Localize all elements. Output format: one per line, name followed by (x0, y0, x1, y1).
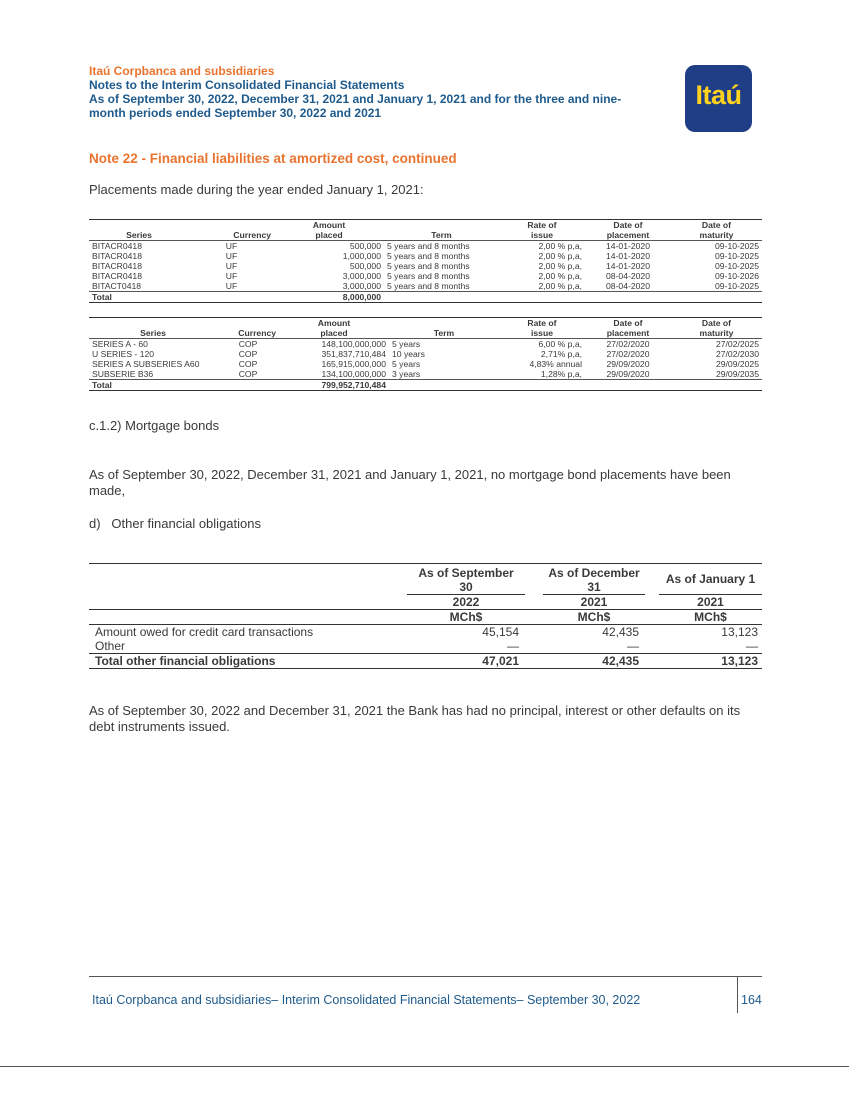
cell-placement: 14-01-2020 (606, 241, 650, 251)
cell-amount: 134,100,000,000 (321, 369, 386, 379)
cell-currency: UF (225, 251, 238, 261)
table-row (89, 261, 762, 271)
cell-rate: 6,00 % p,a, (538, 339, 582, 349)
total-label: Total (89, 380, 217, 391)
cell-series: U SERIES - 120 (92, 349, 155, 359)
cell-placement: 14-01-2020 (606, 261, 650, 271)
total-label: Total (89, 292, 189, 303)
cell-series: BITACR0418 (92, 261, 142, 271)
placements-uf-table (89, 219, 762, 303)
row-value-2: — (627, 639, 639, 653)
col-jan-2021: As of January 1 (659, 564, 762, 595)
itau-logo (685, 65, 752, 132)
placements-cop-table (89, 317, 762, 391)
cell-amount: 1,000,000 (342, 251, 381, 261)
unit-row (89, 610, 762, 625)
cell-series: BITACR0418 (92, 271, 142, 281)
cell-placement: 08-04-2020 (606, 271, 650, 281)
unit-2: MCh$ (577, 610, 611, 624)
period-line-1: As of September 30, 2022, December 31, 2021 and January 1, 2021 and for the three and nine- (89, 92, 622, 106)
col-amount: Amount placed (274, 220, 384, 241)
cell-term: 10 years (392, 349, 425, 359)
other-obligations-heading: d) Other financial obligations (89, 516, 261, 531)
col-amount: Amount placed (279, 318, 389, 339)
cell-term: 5 years and 8 months (387, 251, 470, 261)
cell-rate: 4,83% annual (529, 359, 582, 369)
page-number: 164 (741, 993, 762, 1007)
cell-series: SERIES A SUBSERIES A60 (92, 359, 200, 369)
unit-1: MCh$ (449, 610, 483, 624)
cell-amount: 3,000,000 (342, 271, 381, 281)
cell-term: 5 years and 8 months (387, 261, 470, 271)
col-series: Series (89, 318, 217, 339)
cell-series: BITACR0418 (92, 251, 142, 261)
row-value-3: 13,123 (721, 625, 758, 639)
cell-term: 5 years (392, 359, 421, 369)
total-value-3: 13,123 (659, 654, 762, 669)
cell-maturity: 09-10-2025 (715, 261, 759, 271)
unit-3: MCh$ (694, 610, 727, 624)
table-row (89, 349, 762, 359)
total-amount: 799,952,710,484 (279, 380, 389, 391)
footer-page-divider (737, 976, 738, 1013)
total-value-2: 42,435 (543, 654, 645, 669)
table-row (89, 369, 762, 380)
cell-series: SERIES A - 60 (92, 339, 148, 349)
cell-maturity: 29/09/2035 (715, 369, 759, 379)
table-header-row (89, 564, 762, 595)
col-dec-2021: As of December 31 (543, 564, 645, 595)
cell-amount: 165,915,000,000 (321, 359, 386, 369)
cell-series: BITACR0418 (92, 241, 142, 251)
cell-placement: 08-04-2020 (606, 281, 650, 291)
cell-rate: 2,00 % p,a, (538, 271, 582, 281)
cell-currency: COP (238, 349, 258, 359)
cell-rate: 2,00 % p,a, (538, 281, 582, 291)
cell-placement: 14-01-2020 (606, 251, 650, 261)
mortgage-heading: c.1.2) Mortgage bonds (89, 418, 220, 433)
col-rate: Rate of issue (499, 318, 585, 339)
cell-maturity: 29/09/2025 (715, 359, 759, 369)
logo-text: Itaú (695, 80, 742, 110)
cell-maturity: 09-10-2025 (715, 251, 759, 261)
cell-currency: UF (225, 281, 238, 291)
total-value-1: 47,021 (407, 654, 525, 669)
table-row (89, 281, 762, 292)
cell-maturity: 09-10-2025 (715, 281, 759, 291)
year-row (89, 595, 762, 610)
table-row (89, 639, 762, 654)
row-label: Amount owed for credit card transactions (95, 625, 314, 639)
col-currency: Currency (189, 220, 274, 241)
table-header-row (89, 220, 762, 241)
total-amount: 8,000,000 (274, 292, 384, 303)
year-2: 2021 (543, 595, 645, 610)
page-bottom-rule (0, 1066, 849, 1067)
closing-paragraph: As of September 30, 2022 and December 31, 2021 the Bank has had no principal, interest or other defaults on its debt instruments issued. (89, 703, 741, 734)
row-label: Other (95, 639, 126, 653)
col-series: Series (89, 220, 189, 241)
cell-currency: COP (238, 369, 258, 379)
cell-amount: 3,000,000 (342, 281, 381, 291)
cell-series: SUBSERIE B36 (92, 369, 154, 379)
cell-currency: UF (225, 241, 238, 251)
cell-rate: 2,00 % p,a, (538, 251, 582, 261)
cell-amount: 500,000 (349, 241, 381, 251)
table-header-row (89, 318, 762, 339)
col-term: Term (384, 220, 499, 241)
cell-rate: 1,28% p,a, (540, 369, 582, 379)
cell-currency: UF (225, 261, 238, 271)
period-line-2: month periods ended September 30, 2022 and 2021 (89, 106, 382, 120)
cell-term: 5 years and 8 months (387, 241, 470, 251)
cell-placement: 29/09/2020 (606, 359, 650, 369)
cell-term: 5 years and 8 months (387, 271, 470, 281)
cell-maturity: 09-10-2025 (715, 241, 759, 251)
cell-series: BITACT0418 (92, 281, 142, 291)
col-sep-2022: As of September 30 (407, 564, 525, 595)
cell-term: 5 years (392, 339, 421, 349)
cell-amount: 500,000 (349, 261, 381, 271)
mortgage-paragraph: As of September 30, 2022, December 31, 2021 and January 1, 2021, no mortgage bond placements have been made, (89, 467, 731, 498)
cell-currency: UF (225, 271, 238, 281)
table-row (89, 339, 762, 350)
col-placement: Date of placement (585, 220, 671, 241)
col-currency: Currency (217, 318, 279, 339)
table-row (89, 251, 762, 261)
cell-maturity: 27/02/2025 (715, 339, 759, 349)
table-total-row (89, 380, 762, 391)
table-row (89, 359, 762, 369)
company-name: Itaú Corpbanca and subsidiaries (89, 64, 275, 78)
cell-currency: COP (238, 359, 258, 369)
notes-title: Notes to the Interim Consolidated Financial Statements (89, 78, 405, 92)
table-total-row (89, 654, 762, 669)
cell-placement: 27/02/2020 (606, 349, 650, 359)
col-maturity: Date of maturity (671, 220, 762, 241)
cell-amount: 148,100,000,000 (321, 339, 386, 349)
cell-placement: 29/09/2020 (606, 369, 650, 379)
cell-rate: 2,00 % p,a, (538, 261, 582, 271)
footer-divider (89, 976, 762, 977)
year-3: 2021 (659, 595, 762, 610)
row-value-1: 45,154 (482, 625, 519, 639)
cell-term: 5 years and 8 months (387, 281, 470, 291)
footer-text: Itaú Corpbanca and subsidiaries– Interim Consolidated Financial Statements– September 30, 2022 (92, 993, 641, 1007)
col-term: Term (389, 318, 499, 339)
table-row (89, 241, 762, 252)
cell-maturity: 09-10-2026 (715, 271, 759, 281)
intro-paragraph: Placements made during the year ended January 1, 2021: (89, 182, 424, 197)
col-placement: Date of placement (585, 318, 671, 339)
cell-amount: 351,837,710,484 (321, 349, 386, 359)
row-value-2: 42,435 (602, 625, 639, 639)
row-value-1: — (507, 639, 519, 653)
table-row (89, 625, 762, 640)
table-row (89, 271, 762, 281)
year-1: 2022 (407, 595, 525, 610)
cell-placement: 27/02/2020 (606, 339, 650, 349)
cell-maturity: 27/02/2030 (715, 349, 759, 359)
col-maturity: Date of maturity (671, 318, 762, 339)
cell-currency: COP (238, 339, 258, 349)
note-title: Note 22 - Financial liabilities at amortized cost, continued (89, 151, 457, 166)
total-label: Total other financial obligations (89, 654, 407, 669)
col-rate: Rate of issue (499, 220, 585, 241)
other-obligations-table (89, 563, 762, 669)
table-total-row (89, 292, 762, 303)
cell-term: 3 years (392, 369, 421, 379)
cell-rate: 2,00 % p,a, (538, 241, 582, 251)
row-value-3: — (746, 639, 758, 653)
cell-rate: 2,71% p,a, (540, 349, 582, 359)
